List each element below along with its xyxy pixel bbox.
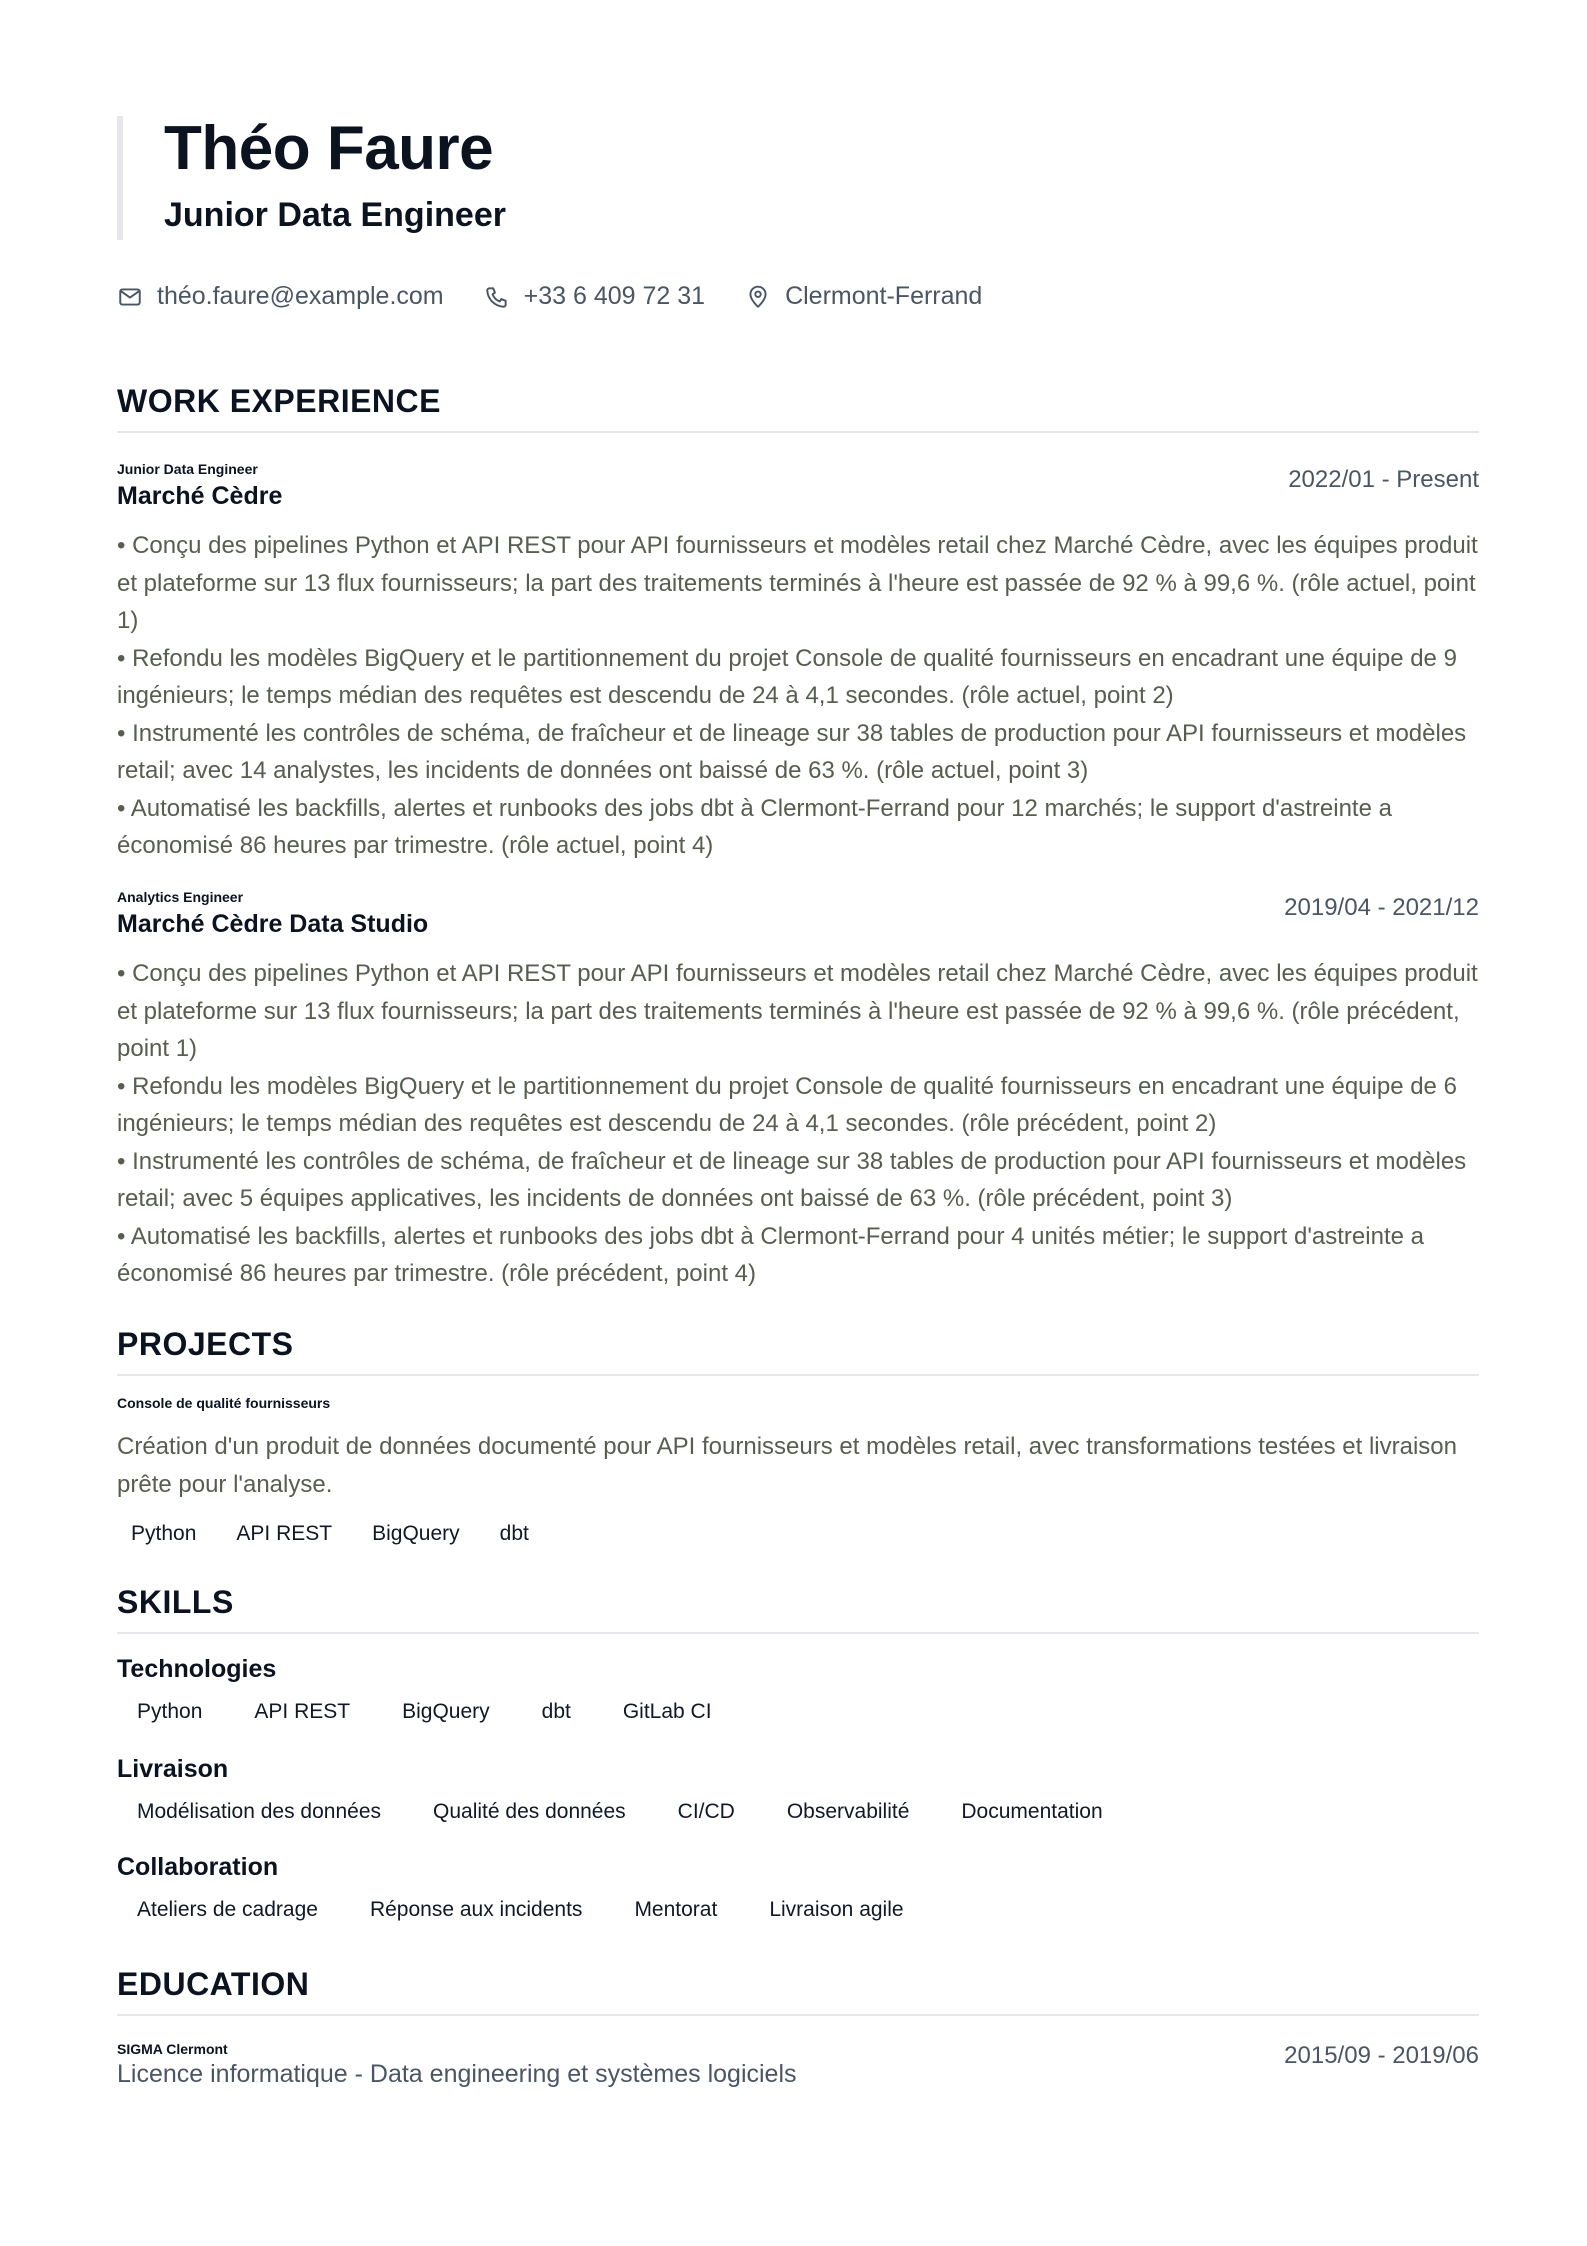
skill-group-title: Collaboration [117, 1853, 279, 1881]
work-bullet: • Refondu les modèles BigQuery et le partitionnement du projet Console de qualité fournisseurs en encadrant une équipe de 6 ingénieurs; le temps médian des requêtes est descendu de 24 à 4,1 secondes. (rôle précédent, point 2) [117, 1072, 1457, 1137]
work-bullet: • Instrumenté les contrôles de schéma, de fraîcheur et de lineage sur 38 tables de production pour API fournisseurs et modèles retail; avec 14 analystes, les incidents de données ont baissé de 63 %. (rôle actuel, point 3) [117, 719, 1467, 784]
section-title-work: WORK EXPERIENCE [117, 385, 1479, 433]
work-bullet: • Automatisé les backfills, alertes et runbooks des jobs dbt à Clermont-Ferrand pour 4 unités métier; le support d'astreinte a économisé 86 heures par trimestre. (rôle précédent, point 4) [117, 1222, 1424, 1287]
skill-tag: Réponse aux incidents [369, 1898, 583, 1921]
skill-group-title: Technologies [117, 1655, 277, 1683]
skill-tag: CI/CD [677, 1800, 735, 1823]
skill-tag: Documentation [961, 1800, 1103, 1823]
work-dates: 2022/01 - Present [1288, 466, 1479, 493]
contact-email [117, 282, 444, 311]
skill-tags [117, 1892, 1479, 1928]
skill-tag: Observabilité [786, 1800, 910, 1823]
education-entry [117, 2042, 1479, 2087]
mail-icon [117, 284, 143, 310]
work-entry-1 [117, 462, 1479, 865]
work-bullet: • Refondu les modèles BigQuery et le partitionnement du projet Console de qualité fournisseurs en encadrant une équipe de 9 ingénieurs; le temps médian des requêtes est descendu de 24 à 4,1 secondes. (rôle actuel, point 2) [117, 644, 1457, 709]
skill-group-technologies [117, 1657, 1479, 1730]
project-tag: Python [131, 1522, 197, 1545]
contact-phone [484, 282, 705, 311]
education-dates: 2015/09 - 2019/06 [1284, 2042, 1479, 2069]
education-school: SIGMA Clermont [117, 2041, 228, 2057]
project-tag: dbt [499, 1522, 529, 1545]
project-description: Création d'un produit de données documenté pour API fournisseurs et modèles retail, avec transformations testées et livraison prête pour l'analyse. [117, 1433, 1457, 1498]
work-bullet: • Automatisé les backfills, alertes et runbooks des jobs dbt à Clermont-Ferrand pour 12 marchés; le support d'astreinte a économisé 86 heures par trimestre. (rôle actuel, point 4) [117, 794, 1392, 859]
skill-group-collaboration [117, 1855, 1479, 1928]
location-pin-icon [745, 284, 771, 310]
work-bullet: • Conçu des pipelines Python et API REST pour API fournisseurs et modèles retail chez Marché Cèdre, avec les équipes produit et plateforme sur 13 flux fournisseurs; la part des traitements terminés à l'heure est passée de 92 % à 99,6 %. (rôle actuel, point 1) [117, 532, 1478, 634]
skill-tag: GitLab CI [622, 1700, 712, 1723]
skill-group-title: Livraison [117, 1755, 229, 1783]
email-text[interactable]: théo.faure@example.com [157, 282, 444, 310]
work-bullets [117, 527, 1479, 865]
work-company: Marché Cèdre [117, 482, 283, 510]
work-bullet: • Instrumenté les contrôles de schéma, de fraîcheur et de lineage sur 38 tables de production pour API fournisseurs et modèles retail; avec 5 équipes applicatives, les incidents de données ont baissé de 63 %. (rôle précédent, point 3) [117, 1147, 1467, 1212]
section-title-education: EDUCATION [117, 1968, 1479, 2016]
skill-tag: dbt [541, 1700, 571, 1723]
phone-text[interactable]: +33 6 409 72 31 [523, 282, 706, 310]
work-company: Marché Cèdre Data Studio [117, 910, 429, 938]
work-role: Analytics Engineer [117, 889, 244, 905]
project-tag: BigQuery [372, 1522, 460, 1545]
candidate-name: Théo Faure [164, 114, 494, 183]
work-bullets [117, 955, 1479, 1293]
candidate-title: Junior Data Engineer [164, 196, 506, 234]
work-role: Junior Data Engineer [117, 461, 258, 477]
skill-group-livraison [117, 1757, 1479, 1830]
phone-icon [484, 284, 510, 310]
skill-tag: API REST [254, 1700, 351, 1723]
section-title-skills: SKILLS [117, 1586, 1479, 1634]
resume-header [117, 116, 506, 240]
skill-tag: Mentorat [634, 1898, 718, 1921]
project-tag: API REST [236, 1522, 333, 1545]
project-tags [117, 1516, 1479, 1552]
location-text: Clermont-Ferrand [785, 282, 983, 310]
skill-tag: Modélisation des données [137, 1800, 382, 1823]
project-entry [117, 1396, 1479, 1552]
skill-tags [117, 1694, 1479, 1730]
work-bullet: • Conçu des pipelines Python et API REST pour API fournisseurs et modèles retail chez Marché Cèdre, avec les équipes produit et plateforme sur 13 flux fournisseurs; la part des traitements terminés à l'heure est passée de 92 % à 99,6 %. (rôle précédent, point 1) [117, 960, 1478, 1062]
skill-tag: Livraison agile [769, 1898, 904, 1921]
skill-tag: Python [137, 1700, 203, 1723]
work-entry-2 [117, 890, 1479, 1293]
skill-tag: Qualité des données [433, 1800, 626, 1823]
project-name: Console de qualité fournisseurs [117, 1395, 331, 1411]
section-title-projects: PROJECTS [117, 1328, 1479, 1376]
education-degree: Licence informatique - Data engineering et systèmes logiciels [117, 2060, 797, 2088]
work-dates: 2019/04 - 2021/12 [1284, 894, 1479, 921]
skill-tag: Ateliers de cadrage [137, 1898, 318, 1921]
contact-location [745, 282, 982, 311]
skill-tags [117, 1794, 1479, 1830]
contact-bar [117, 282, 982, 311]
skill-tag: BigQuery [402, 1700, 490, 1723]
